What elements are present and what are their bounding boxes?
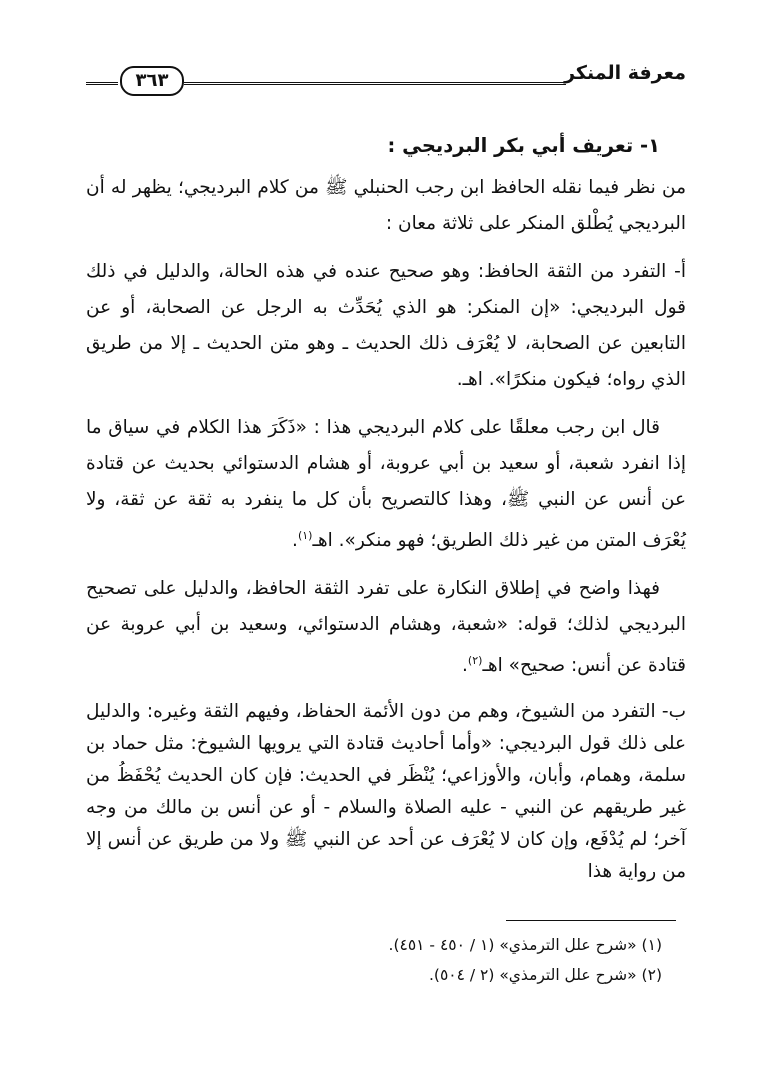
paragraph-ibn-rajab: قال ابن رجب معلقًا على كلام البرديجي هذا : «ذَكَرَ هذا الكلام في سياق ما إذا انفرد شعبة، أو سعيد بن أبي عروبة، أو هشام الدستوائي بحديث عن قتادة عن أنس عن النبي ﷺ، وهذا كالتصريح بأن كل ما ينفرد به ثقة عن ثقة، ولا يُعْرَف المتن من غير ذلك الطريق؛ فهو منكر». اهـ$^{(١)}$. bbox=[86, 417, 686, 552]
paragraph-intro: من نظر فيما نقله الحافظ ابن رجب الحنبلي ﷺ من كلام البرديجي؛ يظهر له أن البرديجي يُطْلق المنكر على ثلاثة معان : bbox=[86, 177, 686, 234]
footnote-ref-2: (٢) bbox=[467, 654, 483, 668]
footnote-separator bbox=[506, 920, 676, 921]
paragraph-a: أ- التفرد من الثقة الحافظ: وهو صحيح عنده في هذه الحالة، والدليل في ذلك قول البرديجي: «إن المنكر: هو الذي يُحَدِّث به الرجل عن الصحابة، أو عن التابعين عن الصحابة، لا يُعْرَف ذلك الحديث ـ وهو متن الحديث ـ إلا من طريق الذي رواه؛ فيكون منكرًا». اهـ. bbox=[86, 261, 686, 390]
section-heading: ١- تعريف أبي بكر البرديجي : bbox=[387, 134, 660, 157]
header-rule bbox=[184, 82, 566, 89]
page-number: ٣٦٣ bbox=[120, 66, 184, 96]
footnotes bbox=[86, 930, 686, 990]
paragraph-b: ب- التفرد من الشيوخ، وهم من دون الأئمة الحفاظ، وفيهم الثقة وغيره: والدليل على ذلك قول البرديجي: «وأما أحاديث قتادة التي يرويها الشيوخ: مثل حماد بن سلمة، وهمام، وأبان، والأوزاعي؛ يُنْظَر في الحديث: فإن كان الحديث يُحْفَظُ من غير طريقهم عن النبي - عليه الصلاة والسلام - أو عن أنس بن مالك من وجه آخر؛ لم يُدْفَع، وإن كان لا يُعْرَف عن أحد عن النبي ﷺ ولا من طريق عن أنس إلا من رواية هذا bbox=[86, 701, 686, 883]
paragraph-ibn-rajab-text: قال ابن رجب معلقًا على كلام البرديجي هذا : «ذَكَرَ هذا الكلام في سياق ما إذا انفرد شعبة، أو سعيد بن أبي عروبة، أو هشام الدستوائي بحديث عن قتادة عن أنس عن النبي ﷺ، وهذا كالتصريح بأن كل ما ينفرد به ثقة عن ثقة، ولا يُعْرَف المتن من غير ذلك الطريق؛ فهو منكر». اهـ bbox=[86, 417, 686, 552]
footnote-ref-1: (١) bbox=[297, 529, 313, 542]
footnote-2: (٢) «شرح علل الترمذي» (٢ / ٥٠٤). bbox=[428, 966, 662, 984]
page-header bbox=[86, 60, 686, 100]
paragraph-conclusion-text: فهذا واضح في إطلاق النكارة على تفرد الثقة الحافظ، والدليل على تصحيح البرديجي لذلك؛ قوله: «شعبة، وهشام الدستوائي، وسعيد بن أبي عروبة عن قتادة عن أنس: صحيح» اهـ bbox=[86, 578, 686, 677]
running-title: معرفة المنكر bbox=[564, 62, 686, 84]
header-rule-short bbox=[86, 82, 118, 89]
footnote-1: (١) «شرح علل الترمذي» (١ / ٤٥٠ - ٤٥١). bbox=[388, 936, 662, 954]
main-text bbox=[86, 128, 686, 900]
paragraph-conclusion: فهذا واضح في إطلاق النكارة على تفرد الثقة الحافظ، والدليل على تصحيح البرديجي لذلك؛ قوله: «شعبة، وهشام الدستوائي، وسعيد بن أبي عروبة عن قتادة عن أنس: صحيح» اهـ$^{(٢)}$. bbox=[86, 578, 686, 677]
